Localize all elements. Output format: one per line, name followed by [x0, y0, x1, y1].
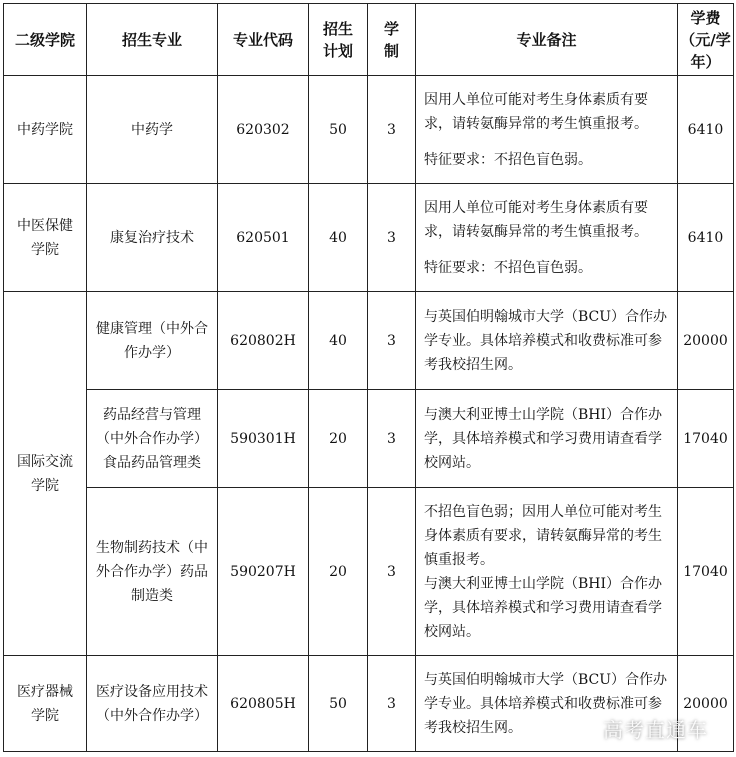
- header-major: 招生专业: [87, 4, 218, 76]
- table-row: [4, 76, 734, 184]
- header-notes: 专业备注: [416, 4, 678, 76]
- notes-cell: [416, 292, 678, 390]
- note-line: 因用人单位可能对考生身体素质有要求，请转氨酶异常的考生慎重报考。: [424, 91, 648, 132]
- major-cell: 康复治疗技术: [87, 184, 218, 292]
- header-row: [4, 4, 734, 76]
- fee-cell: 20000: [678, 292, 734, 390]
- code-cell: 620802H: [218, 292, 309, 390]
- fee-cell: 17040: [678, 390, 734, 488]
- years-cell: 3: [368, 184, 416, 292]
- note-line: 与英国伯明翰城市大学（BCU）合作办学专业。具体培养模式和收费标准可参考我校招生网。: [424, 671, 668, 736]
- years-cell: 3: [368, 390, 416, 488]
- note-line: 因用人单位可能对考生身体素质有要求，请转氨酶异常的考生慎重报考。: [424, 199, 648, 240]
- major-cell: 医疗设备应用技术（中外合作办学）: [87, 656, 218, 752]
- plan-cell: 40: [309, 292, 368, 390]
- college-cell: 国际交流学院: [4, 292, 87, 656]
- note-line: 特征要求：不招色盲色弱。: [424, 151, 592, 168]
- note-line: 与澳大利亚博士山学院（BHI）合作办学，具体培养模式和学习费用请查看学校网站。: [424, 575, 663, 640]
- major-cell: 生物制药技术（中外合作办学）药品制造类: [87, 488, 218, 656]
- note-line: 与英国伯明翰城市大学（BCU）合作办学专业。具体培养模式和收费标准可参考我校招生网。: [424, 308, 668, 373]
- table-row: [4, 184, 734, 292]
- header-fee: 学费（元/学年）: [678, 4, 734, 76]
- plan-cell: 50: [309, 656, 368, 752]
- major-cell: 药品经营与管理（中外合作办学）食品药品管理类: [87, 390, 218, 488]
- header-code: 专业代码: [218, 4, 309, 76]
- code-cell: 620302: [218, 76, 309, 184]
- fee-cell: 20000: [678, 656, 734, 752]
- code-cell: 620501: [218, 184, 309, 292]
- notes-cell: [416, 184, 678, 292]
- major-cell: 中药学: [87, 76, 218, 184]
- notes-cell: [416, 488, 678, 656]
- table-row: [4, 488, 734, 656]
- major-cell: 健康管理（中外合作办学）: [87, 292, 218, 390]
- note-line: 与澳大利亚博士山学院（BHI）合作办学，具体培养模式和学习费用请查看学校网站。: [424, 406, 663, 471]
- notes-cell: [416, 76, 678, 184]
- years-cell: 3: [368, 656, 416, 752]
- years-cell: 3: [368, 76, 416, 184]
- plan-cell: 20: [309, 390, 368, 488]
- years-cell: 3: [368, 488, 416, 656]
- note-line: 不招色盲色弱；因用人单位可能对考生身体素质有要求，请转氨酶异常的考生慎重报考。: [424, 503, 662, 568]
- fee-cell: 6410: [678, 184, 734, 292]
- code-cell: 590301H: [218, 390, 309, 488]
- plan-cell: 20: [309, 488, 368, 656]
- fee-cell: 6410: [678, 76, 734, 184]
- college-cell: 医疗器械学院: [4, 656, 87, 752]
- watermark-text: 高考直通车: [603, 718, 708, 742]
- college-cell: 中医保健学院: [4, 184, 87, 292]
- plan-cell: 50: [309, 76, 368, 184]
- college-cell: 中药学院: [4, 76, 87, 184]
- notes-cell: [416, 390, 678, 488]
- code-cell: 620805H: [218, 656, 309, 752]
- table-row: [4, 390, 734, 488]
- table-row: [4, 292, 734, 390]
- admissions-table: [3, 3, 734, 752]
- plan-cell: 40: [309, 184, 368, 292]
- header-years: 学制: [368, 4, 416, 76]
- years-cell: 3: [368, 292, 416, 390]
- code-cell: 590207H: [218, 488, 309, 656]
- header-plan: 招生计划: [309, 4, 368, 76]
- note-line: 特征要求：不招色盲色弱。: [424, 259, 592, 276]
- fee-cell: 17040: [678, 488, 734, 656]
- header-college: 二级学院: [4, 4, 87, 76]
